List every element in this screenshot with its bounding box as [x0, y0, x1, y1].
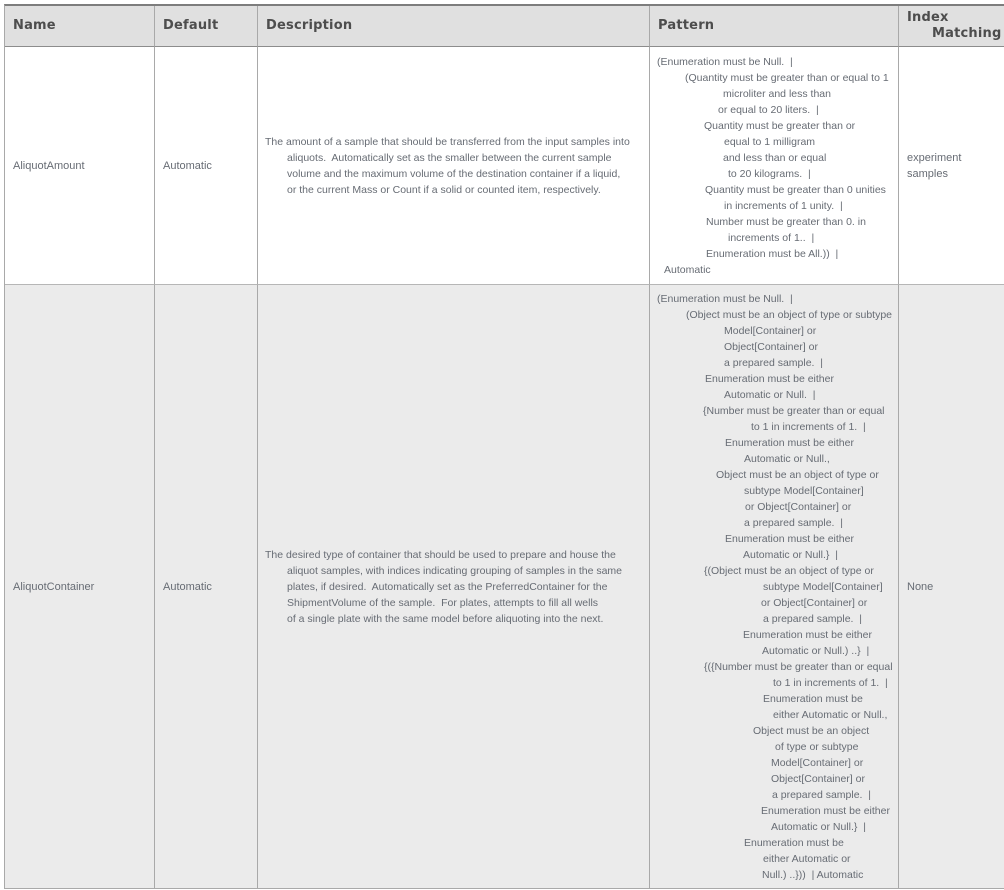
text-line: to 1 in increments of 1. | [773, 676, 888, 689]
header-pattern [650, 6, 899, 47]
option-name: AliquotAmount [13, 159, 85, 172]
header-index-matching [899, 6, 1004, 47]
text-line: Enumeration must be All.)) | [706, 247, 839, 260]
header-pattern-label: Pattern [658, 18, 715, 33]
text-line: Enumeration must be either [725, 436, 854, 449]
text-line: Enumeration must be either [743, 628, 872, 641]
text-line: subtype Model[Container] [763, 580, 883, 593]
text-line: either Automatic or Null., [773, 708, 888, 721]
text-line: Object must be an object of type or [716, 468, 879, 481]
option-default: Automatic [163, 580, 212, 593]
index-matching-value: None [907, 580, 934, 593]
header-default-label: Default [163, 18, 219, 33]
option-name: AliquotContainer [13, 580, 95, 593]
text-line: or equal to 20 liters. | [718, 103, 819, 116]
text-line: Automatic [664, 263, 711, 276]
row-aliquotamount-name [5, 47, 155, 285]
text-line: in increments of 1 unity. | [724, 199, 843, 212]
row-aliquotamount-description [258, 47, 650, 285]
text-line: aliquots. Automatically set as the smaller between the current sample [287, 151, 612, 164]
text-line: either Automatic or [763, 852, 851, 865]
text-line: or Object[Container] or [761, 596, 868, 609]
row-aliquotcontainer-description [258, 285, 650, 888]
text-line: Quantity must be greater than 0 unities [705, 183, 886, 196]
text-line: (Object must be an object of type or subtype [686, 308, 893, 321]
text-line: to 1 in increments of 1. | [751, 420, 866, 433]
row-aliquotcontainer-pattern [650, 285, 899, 888]
header-description [258, 6, 650, 47]
text-line: Automatic or Null., [744, 452, 830, 465]
row-aliquotamount-index-matching [899, 47, 1004, 285]
text-line: increments of 1.. | [728, 231, 815, 244]
text-line: volume and the maximum volume of the destination container if a liquid, [287, 167, 621, 180]
text-line: The amount of a sample that should be transferred from the input samples into [265, 135, 630, 148]
text-line: (Enumeration must be Null. | [657, 292, 793, 305]
index-matching-value: experiment samples [907, 151, 962, 180]
text-line: {({Number must be greater than or equal [704, 660, 893, 673]
text-line: Automatic or Null. | [724, 388, 816, 401]
text-line: The desired type of container that should be used to prepare and house the [265, 548, 616, 561]
option-default: Automatic [163, 159, 212, 172]
header-default [155, 6, 258, 47]
header-index-matching-line1: Index [907, 10, 949, 25]
text-line: Automatic or Null.) ..} | [762, 644, 870, 657]
row-aliquotamount-pattern [650, 47, 899, 285]
text-line: microliter and less than [723, 87, 831, 100]
text-line: subtype Model[Container] [744, 484, 864, 497]
header-index-matching-line2: Matching [932, 26, 1002, 41]
text-line: Enumeration must be [763, 692, 863, 705]
text-line: Model[Container] or [771, 756, 864, 769]
row-aliquotamount-default [155, 47, 258, 285]
text-line: or Object[Container] or [745, 500, 852, 513]
row-aliquotcontainer-index-matching [899, 285, 1004, 888]
text-line: (Enumeration must be Null. | [657, 55, 793, 68]
text-line: equal to 1 milligram [724, 135, 816, 148]
text-line: {(Object must be an object of type or [704, 564, 874, 577]
text-line: Enumeration must be either [761, 804, 890, 817]
text-line: of type or subtype [775, 740, 859, 753]
row-aliquotcontainer-name [5, 285, 155, 888]
text-line: ShipmentVolume of the sample. For plates, attempts to fill all wells [287, 596, 599, 609]
text-line: Enumeration must be [744, 836, 844, 849]
text-line: to 20 kilograms. | [728, 167, 811, 180]
text-line: or the current Mass or Count if a solid or counted item, respectively. [287, 183, 601, 196]
options-table [4, 4, 1004, 889]
text-line: a prepared sample. | [744, 516, 844, 529]
header-name [5, 6, 155, 47]
text-line: of a single plate with the same model before aliquoting into the next. [287, 612, 604, 625]
text-line: Model[Container] or [724, 324, 817, 337]
text-line: aliquot samples, with indices indicating grouping of samples in the same [287, 564, 623, 577]
text-line: a prepared sample. | [724, 356, 824, 369]
row-aliquotcontainer-default [155, 285, 258, 888]
text-line: {Number must be greater than or equal [703, 404, 885, 417]
text-line: plates, if desired. Automatically set as the PreferredContainer for the [287, 580, 608, 593]
text-line: Null.) ..})) | Automatic [762, 868, 864, 881]
header-name-label: Name [13, 18, 56, 33]
text-line: a prepared sample. | [763, 612, 863, 625]
text-line: Number must be greater than 0. in [706, 215, 866, 228]
text-line: (Quantity must be greater than or equal to 1 [685, 71, 889, 84]
header-description-label: Description [266, 18, 353, 33]
text-line: Automatic or Null.} | [743, 548, 838, 561]
text-line: Object[Container] or [771, 772, 865, 785]
text-line: Enumeration must be either [705, 372, 834, 385]
text-line: Object must be an object [753, 724, 870, 737]
text-line: Enumeration must be either [725, 532, 854, 545]
text-line: a prepared sample. | [772, 788, 872, 801]
text-line: Automatic or Null.} | [771, 820, 866, 833]
text-line: and less than or equal [723, 151, 827, 164]
text-line: Object[Container] or [724, 340, 818, 353]
text-line: Quantity must be greater than or [704, 119, 856, 132]
